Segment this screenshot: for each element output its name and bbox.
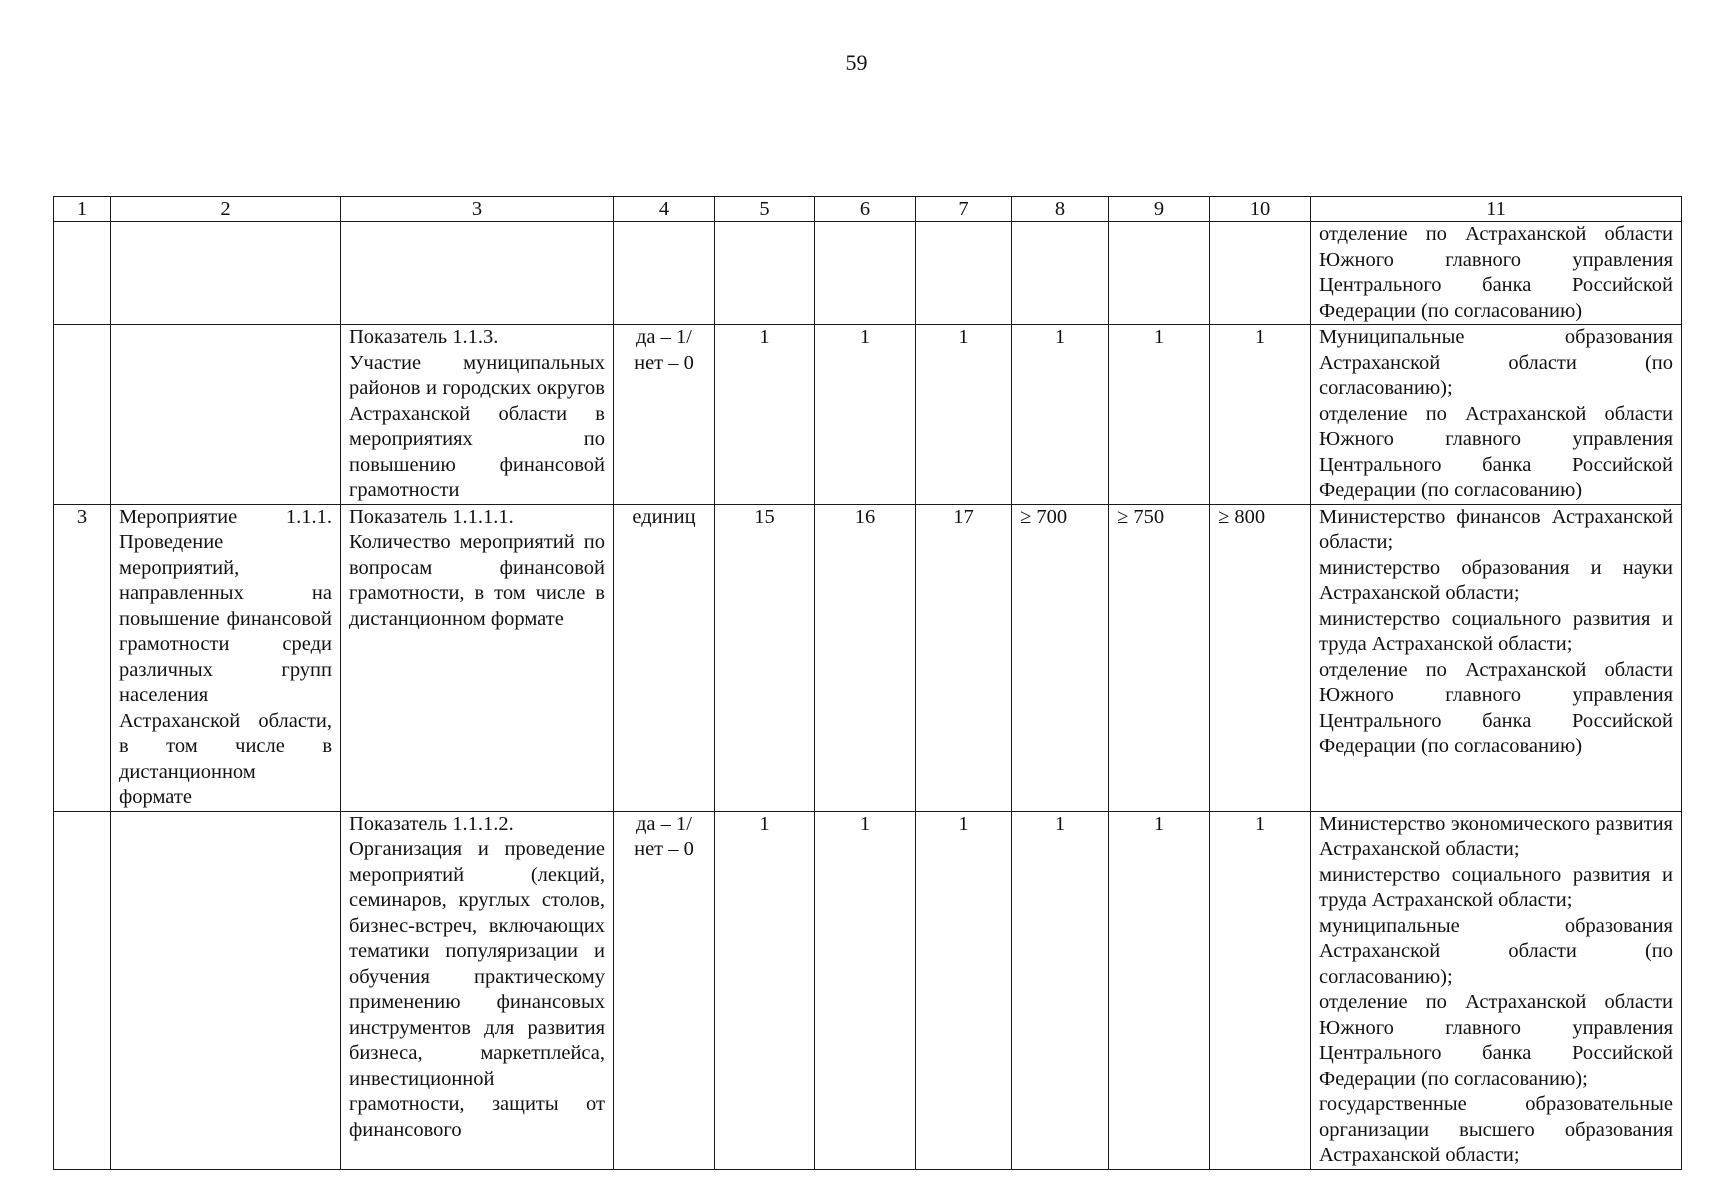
col-header-8: 8 — [1012, 197, 1109, 222]
executor-text: министерство социального развития и труда Астраханской области; — [1319, 863, 1673, 911]
cell-value-6: 1 — [815, 811, 916, 1169]
indicator-code: Показатель 1.1.1.1. — [349, 505, 514, 528]
executor-text: отделение по Астраханской области Южного главного управления Центрального банка Российской Федерации (по согласованию) — [1319, 658, 1673, 757]
unit-no: нет – 0 — [634, 351, 694, 374]
cell-value-9 — [1109, 222, 1210, 325]
executor-text: Муниципальные образования Астраханской области (по согласованию); — [1319, 326, 1673, 399]
unit-yes: да – 1/ — [636, 812, 692, 835]
executor-text: отделение по Астраханской области Южного главного управления Центрального банка Российской Федерации (по согласованию); — [1319, 991, 1673, 1090]
cell-value-5 — [715, 222, 815, 325]
cell-indicator — [341, 325, 614, 505]
unit-no: нет – 0 — [634, 838, 694, 860]
cell-value-6: 1 — [815, 325, 916, 505]
cell-value-5: 1 — [715, 325, 815, 505]
col-header-7: 7 — [916, 197, 1012, 222]
col-header-5: 5 — [715, 197, 815, 222]
cell-value-5: 15 — [715, 504, 815, 811]
cell-indicator — [341, 222, 614, 325]
col-header-4: 4 — [614, 197, 715, 222]
cell-value-7: 1 — [916, 325, 1012, 505]
col-header-6: 6 — [815, 197, 916, 222]
cell-unit — [614, 811, 715, 1169]
cell-unit — [614, 325, 715, 505]
cell-indicator — [341, 811, 614, 1169]
cell-event — [111, 325, 341, 505]
cell-value-8 — [1012, 222, 1109, 325]
cell-value-10 — [1210, 222, 1311, 325]
cell-executors — [1311, 222, 1682, 325]
cell-value-8: ≥ 700 — [1012, 504, 1109, 811]
cell-event: Мероприятие 1.1.1. Проведение мероприятий, направленных на повышение финансовой грамотности среди различных групп населения Астраханской области, в том числе в дистанционном формате — [111, 504, 341, 811]
cell-value-6 — [815, 222, 916, 325]
col-header-2: 2 — [111, 197, 341, 222]
table-row — [54, 222, 1682, 325]
program-table — [53, 196, 1682, 1170]
cell-number — [54, 222, 111, 325]
executor-text: муниципальные образования Астраханской области (по согласованию); — [1319, 914, 1673, 988]
table-row — [54, 504, 1682, 811]
cell-value-9: 1 — [1109, 325, 1210, 505]
cell-value-6: 16 — [815, 504, 916, 811]
col-header-10: 10 — [1210, 197, 1311, 222]
executor-text: государственные образовательные организации высшего образования Астраханской области; — [1319, 1093, 1673, 1166]
col-header-11: 11 — [1311, 197, 1682, 222]
col-header-1: 1 — [54, 197, 111, 222]
cell-executors — [1311, 504, 1682, 811]
table-row — [54, 325, 1682, 505]
cell-number — [54, 325, 111, 505]
cell-value-5: 1 — [715, 811, 815, 1169]
cell-number — [54, 811, 111, 1169]
cell-value-8: 1 — [1012, 811, 1109, 1169]
cell-indicator — [341, 504, 614, 811]
unit-yes: да – 1/ — [636, 326, 692, 348]
cell-unit — [614, 222, 715, 325]
executor-text: отделение по Астраханской области Южного главного управления Центрального банка Российской Федерации (по согласованию) — [1319, 402, 1673, 501]
cell-value-9: ≥ 750 — [1109, 504, 1210, 811]
cell-executors — [1311, 325, 1682, 505]
cell-value-7: 17 — [916, 504, 1012, 811]
indicator-code: Показатель 1.1.3. — [349, 326, 499, 348]
header-row — [54, 197, 1682, 222]
executor-text: Министерство финансов Астраханской области; — [1319, 505, 1673, 553]
cell-value-8: 1 — [1012, 325, 1109, 505]
page-number: 59 — [845, 50, 868, 75]
col-header-9: 9 — [1109, 197, 1210, 222]
executor-text: министерство образования и науки Астраханской области; — [1319, 556, 1673, 604]
cell-value-10: ≥ 800 — [1210, 504, 1311, 811]
cell-number: 3 — [54, 504, 111, 811]
executor-text: министерство социального развития и труда Астраханской области; — [1319, 607, 1673, 655]
cell-value-10: 1 — [1210, 325, 1311, 505]
cell-value-10: 1 — [1210, 811, 1311, 1169]
cell-executors — [1311, 811, 1682, 1169]
table-row — [54, 811, 1682, 1169]
cell-value-9: 1 — [1109, 811, 1210, 1169]
indicator-text: Организация и проведение мероприятий (лекций, семинаров, круглых столов, бизнес-встреч, включающих тематики популяризации и обучения практическому применению финансовых инструментов для развития бизнеса, маркетплейса, инвестиционной грамотности, защиты от финансового — [349, 838, 605, 1141]
cell-value-7 — [916, 222, 1012, 325]
cell-value-7: 1 — [916, 811, 1012, 1169]
executor-text: отделение по Астраханской области Южного главного управления Центрального банка Российской Федерации (по согласованию) — [1319, 223, 1673, 322]
indicator-code: Показатель 1.1.1.2. — [349, 812, 514, 835]
indicator-text: Участие муниципальных районов и городских округов Астраханской области в мероприятиях по повышению финансовой грамотности — [349, 351, 605, 501]
unit-text: единиц — [632, 505, 696, 528]
cell-event — [111, 222, 341, 325]
cell-unit — [614, 504, 715, 811]
indicator-text: Количество мероприятий по вопросам финансовой грамотности, в том числе в дистанционном формате — [349, 531, 605, 630]
cell-event — [111, 811, 341, 1169]
col-header-3: 3 — [341, 197, 614, 222]
executor-text: Министерство экономического развития Астраханской области; — [1319, 812, 1673, 860]
